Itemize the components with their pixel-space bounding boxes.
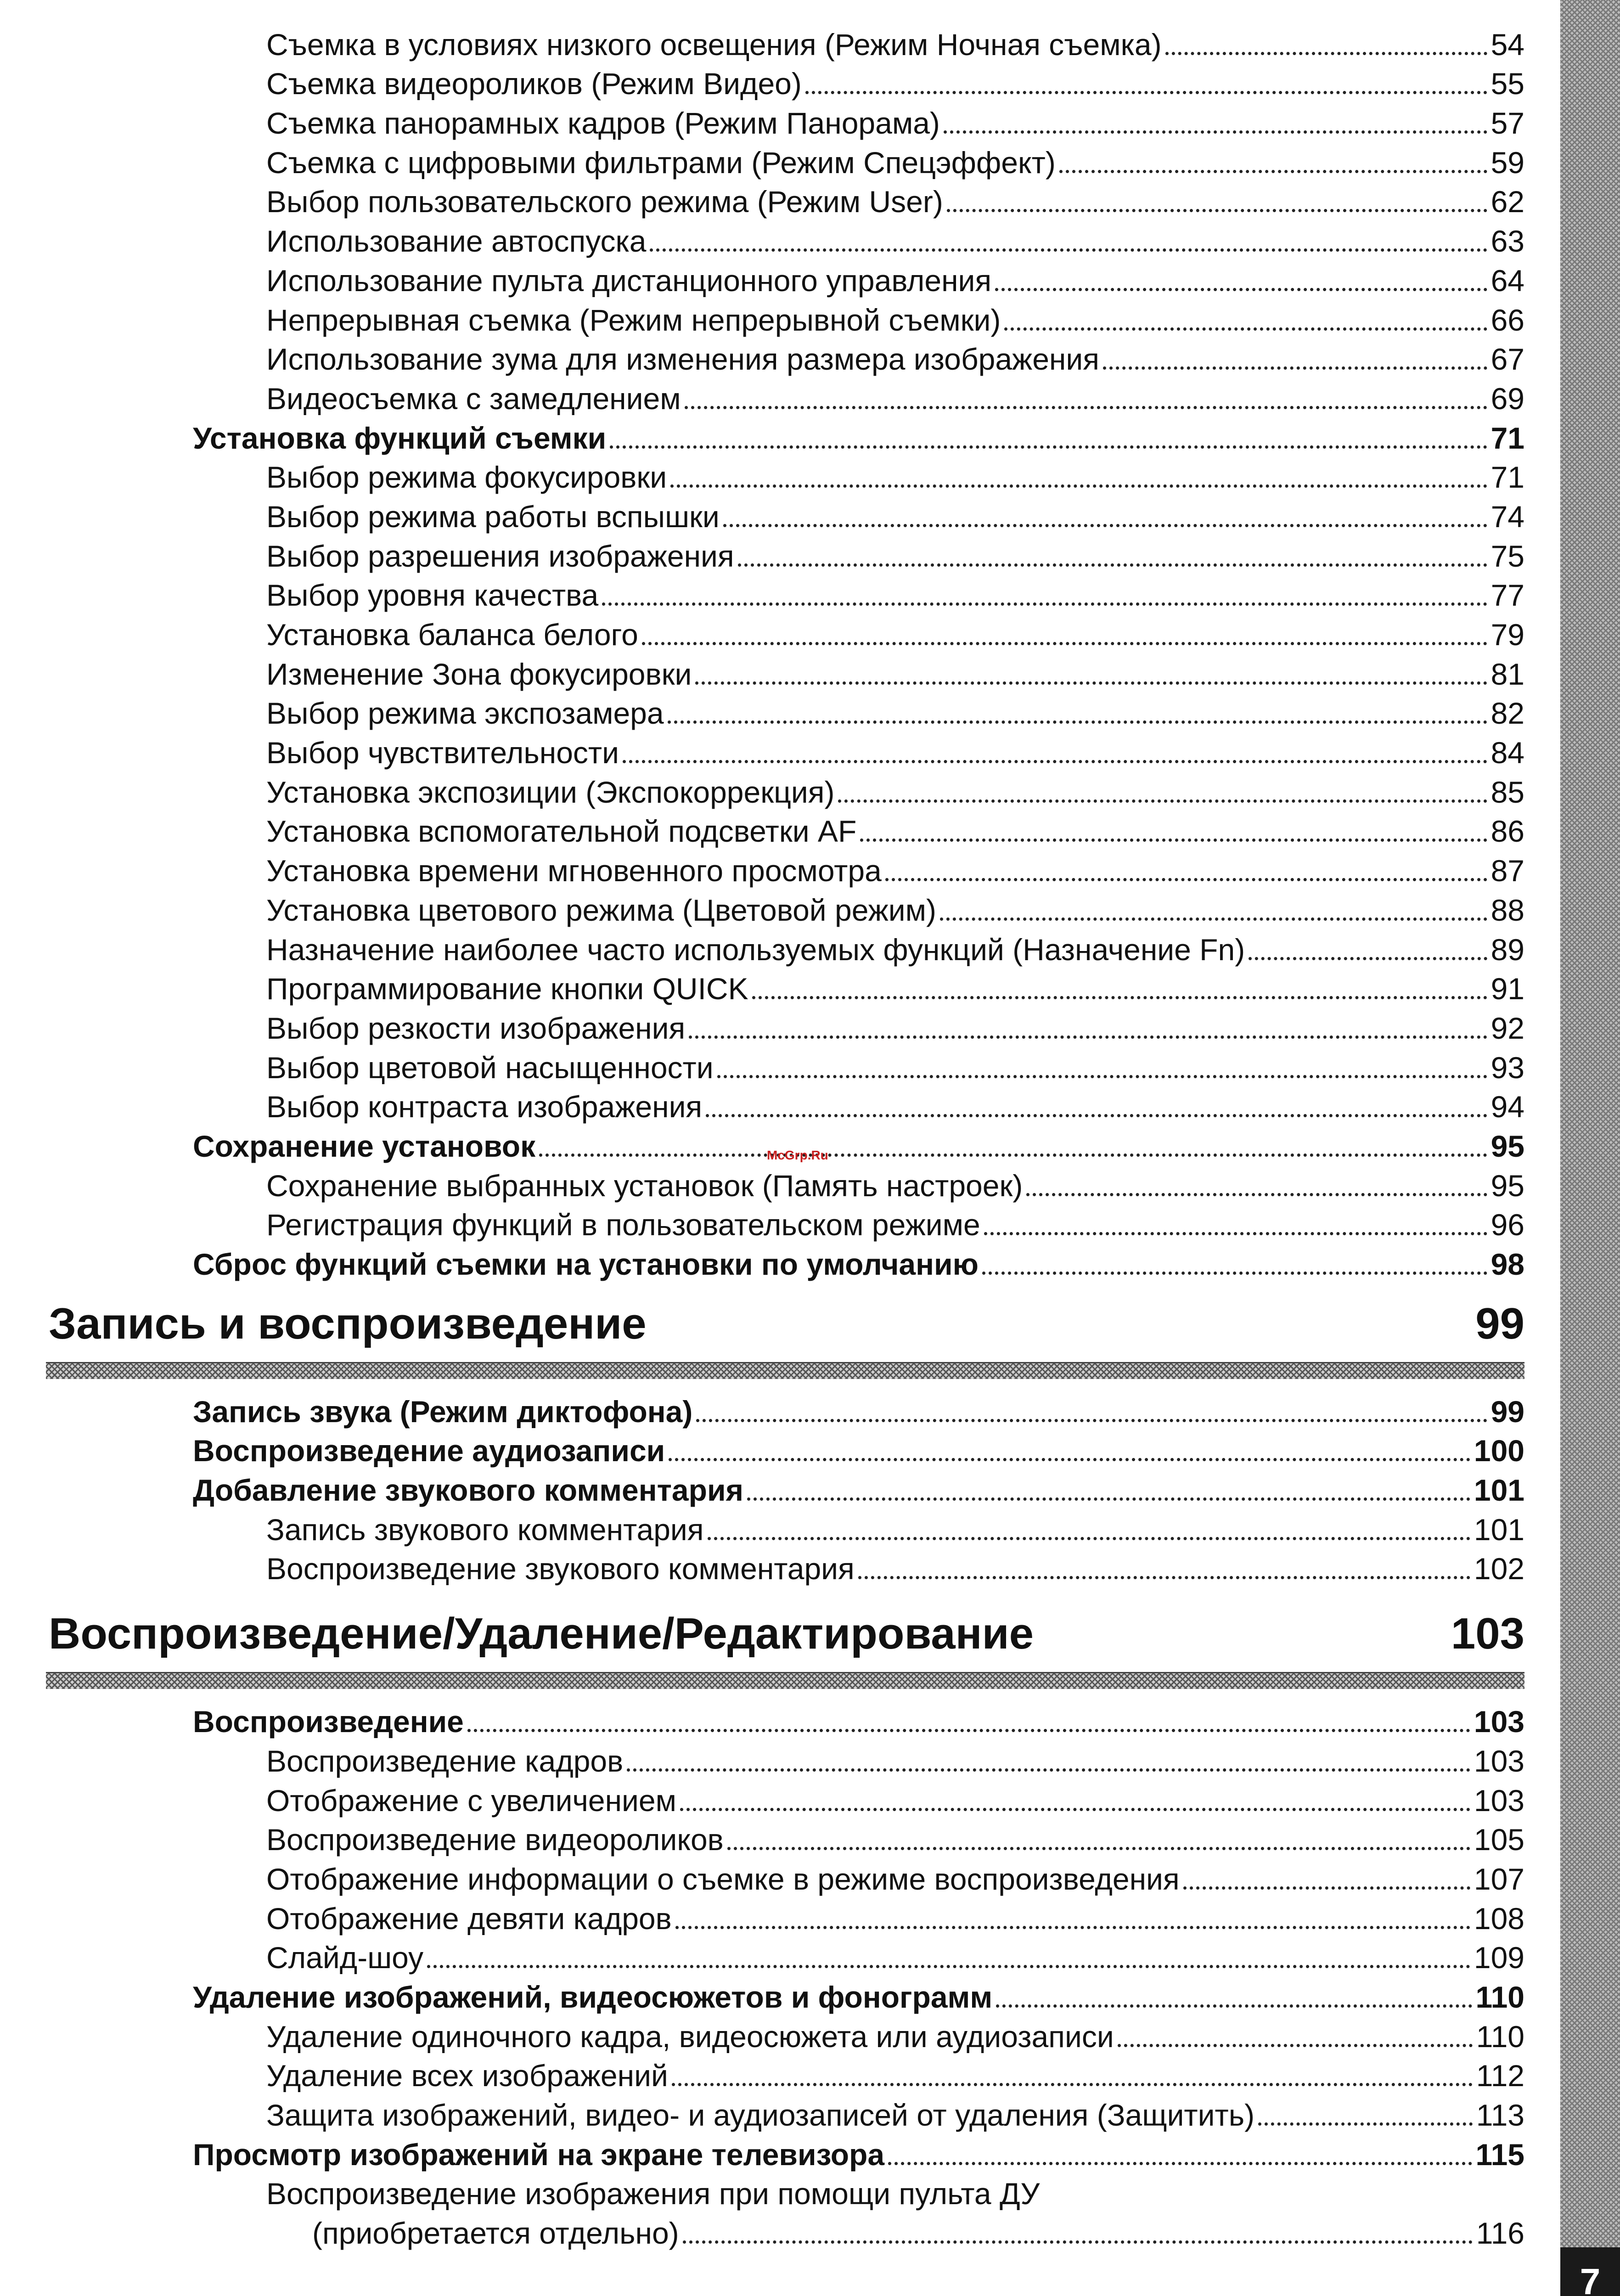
toc-entry-page: 57 [1491,106,1524,141]
toc-dot-leader [650,248,1487,252]
toc-section-entries [46,1702,1524,2253]
toc-entry [46,576,1524,615]
toc-entry [46,458,1524,497]
toc-entry [46,1205,1524,1245]
toc-entry-page: 115 [1475,2137,1524,2172]
toc-entry-title: Выбор режима экспозамера [266,696,664,731]
toc-entry-page: 102 [1474,1552,1524,1586]
toc-dot-leader [696,1419,1487,1422]
toc-entry-bold [46,1392,1524,1431]
toc-entry [46,536,1524,576]
toc-entry-title: Видеосъемка с замедлением [266,381,681,416]
toc-entry [46,182,1524,222]
toc-entry-title: Съемка в условиях низкого освещения (Режим Ночная съемка) [266,27,1162,62]
toc-entry-title: Воспроизведение аудиозаписи [193,1434,665,1468]
toc-dot-leader [708,1537,1470,1540]
section-title: Запись и воспроизведение [49,1299,647,1348]
toc-entry-title: Выбор режима работы вспышки [266,499,720,534]
toc-entry-page: 64 [1491,263,1524,298]
toc-entry [46,340,1524,379]
toc-entry [46,1087,1524,1127]
toc-entry-bold [46,1244,1524,1284]
toc-entry [46,2213,1524,2253]
toc-entry-title: Удаление всех изображений [266,2059,668,2093]
toc-dot-leader [858,1576,1470,1579]
toc-entry-title: Удаление одиночного кадра, видеосюжета или аудиозаписи [266,2019,1114,2054]
toc-entry [46,812,1524,851]
toc-dot-leader [1059,170,1487,173]
toc-dot-leader [683,2240,1473,2244]
toc-entry [46,1938,1524,1978]
toc-dot-leader [642,642,1487,645]
toc-dot-leader [1004,327,1487,331]
toc-entry [46,851,1524,890]
toc-entry-title: Регистрация функций в пользовательском режиме [266,1208,980,1242]
toc-dot-leader [1258,2122,1473,2126]
toc-entry [46,1781,1524,1820]
toc-entry [46,261,1524,300]
toc-entry-title: Воспроизведение кадров [266,1744,624,1778]
side-hatch-strip [1560,0,1620,2296]
toc-entry-page: 108 [1474,1901,1524,1936]
toc-entry [46,694,1524,733]
toc-entry-title: Сохранение установок [193,1129,536,1163]
toc-entry [46,1899,1524,1938]
toc-entry-title: Непрерывная съемка (Режим непрерывной съемки) [266,303,1001,337]
watermark-text: McGrp.Ru [767,1148,828,1162]
toc-entry-title: Выбор цветовой насыщенности [266,1050,714,1085]
toc-entry-title: Съемка видеороликов (Режим Видео) [266,67,802,101]
toc-entry-title: Просмотр изображений на экране телевизора [193,2137,885,2172]
toc-entry [46,1859,1524,1899]
toc-entry-page: 71 [1491,460,1524,495]
toc-entry-page: 88 [1491,893,1524,927]
toc-entry-title: Выбор чувствительности [266,736,619,770]
toc-entry-page: 74 [1491,499,1524,534]
toc-dot-leader [717,1075,1487,1078]
toc-entry-page: 77 [1491,578,1524,613]
toc-entry-title: Воспроизведение изображения при помощи пульта ДУ [266,2177,1040,2211]
toc-entry-page: 109 [1474,1941,1524,1975]
toc-entry-page: 95 [1491,1168,1524,1203]
toc-entry-page: 67 [1491,342,1524,377]
toc-entry-title: Изменение Зона фокусировки [266,657,692,691]
toc-dot-leader [996,2004,1472,2008]
toc-entry-page: 79 [1491,618,1524,652]
toc-dot-leader [838,799,1487,803]
toc-entry-title: Программирование кнопки QUICK [266,972,748,1006]
toc-entry-page: 81 [1491,657,1524,691]
toc-dot-leader [1103,366,1487,370]
toc-entry-page: 112 [1476,2059,1524,2093]
toc-entry-title: Добавление звукового комментария [193,1473,744,1508]
toc-entry-title: Слайд-шоу [266,1941,424,1975]
toc-dot-leader [727,1847,1470,1850]
toc-entry-title: Выбор разрешения изображения [266,539,734,573]
toc-entry-page: 86 [1491,814,1524,849]
section-divider [46,1672,1524,1689]
toc-entry-title: Использование пульта дистанционного управления [266,263,992,298]
toc-dot-leader [944,130,1487,134]
toc-entry-page: 105 [1474,1823,1524,1857]
toc-entry-bold [46,1470,1524,1510]
toc-entry-page: 63 [1491,224,1524,259]
toc-entry-title: Установка вспомогательной подсветки AF [266,814,857,849]
toc-dot-leader [860,838,1487,842]
toc-entry-title: Выбор режима фокусировки [266,460,667,495]
toc-dot-leader [723,524,1487,527]
toc-dot-leader [623,760,1487,763]
toc-entry [46,25,1524,64]
section-heading [46,1599,1524,1662]
toc-entry-title: Сброс функций съемки на установки по умолчанию [193,1247,979,1281]
toc-entry-page: 113 [1476,2098,1524,2132]
section-divider [46,1362,1524,1379]
toc-dot-leader [675,1926,1470,1929]
toc-entry-page: 99 [1491,1394,1524,1429]
toc-entry-page: 100 [1474,1434,1524,1468]
toc-entry-page: 103 [1474,1705,1524,1739]
toc-entry [46,497,1524,536]
toc-entry-bold [46,1431,1524,1471]
toc-dot-leader [995,288,1487,291]
toc-entry [46,1820,1524,1860]
toc-entry-title: Установка времени мгновенного просмотра [266,854,882,888]
toc-entry-page: 55 [1491,67,1524,101]
toc-dot-leader [1165,52,1487,55]
toc-entry [46,654,1524,694]
toc-entry-page: 103 [1474,1744,1524,1778]
toc-entry-page: 69 [1491,381,1524,416]
toc-entry-title: Воспроизведение видеороликов [266,1823,724,1857]
table-of-contents [46,25,1524,2253]
toc-entry-page: 103 [1474,1783,1524,1818]
toc-entry-page: 116 [1476,2216,1524,2251]
toc-entry-title: Установка баланса белого [266,618,638,652]
toc-entry-title: Удаление изображений, видеосюжетов и фонограмм [193,1980,993,2014]
toc-entry [46,969,1524,1009]
toc-entry [46,2017,1524,2056]
toc-entry-title: Установка экспозиции (Экспокоррекция) [266,775,835,809]
toc-dot-leader [685,406,1487,409]
toc-entry-page: 101 [1474,1512,1524,1547]
toc-entry-title: Отображение девяти кадров [266,1901,672,1936]
toc-entry-bold [46,1977,1524,2017]
toc-entry-page: 91 [1491,972,1524,1006]
toc-entry-title: Съемка панорамных кадров (Режим Панорама) [266,106,940,141]
toc-entry [46,103,1524,143]
toc-dot-leader [627,1768,1470,1772]
section-heading [46,1289,1524,1352]
toc-entry-page: 95 [1491,1129,1524,1163]
toc-entry-page: 62 [1491,185,1524,219]
toc-dot-leader [1026,1193,1487,1196]
toc-section-entries [46,1392,1524,1588]
toc-entry-page: 75 [1491,539,1524,573]
toc-dot-leader [689,1035,1487,1039]
toc-entry-page: 87 [1491,854,1524,888]
toc-entry-page: 94 [1491,1090,1524,1124]
toc-dot-leader [680,1808,1470,1811]
toc-entry-page: 93 [1491,1050,1524,1085]
toc-entry [46,1166,1524,1205]
toc-entry-title: Использование зума для изменения размера изображения [266,342,1099,377]
toc-entry-bold [46,1702,1524,1741]
toc-entry-title: (приобретается отдельно) [312,2216,679,2251]
toc-entry-page: 84 [1491,736,1524,770]
toc-dot-leader [1118,2044,1473,2047]
section-page: 99 [1475,1299,1524,1348]
toc-entry-title: Запись звука (Режим диктофона) [193,1394,693,1429]
toc-entry-title: Назначение наиболее часто используемых функций (Назначение Fn) [266,932,1245,967]
toc-entry-page: 110 [1476,2019,1524,2054]
toc-entry-title: Сохранение выбранных установок (Память настроек) [266,1168,1023,1203]
toc-entry-page: 89 [1491,932,1524,967]
toc-dot-leader [805,91,1487,94]
toc-entry [46,143,1524,182]
toc-entry-page: 110 [1475,1980,1524,2014]
toc-group-continued [46,25,1524,1284]
toc-entry [46,1510,1524,1549]
toc-dot-leader [947,209,1487,212]
toc-entry-bold [46,418,1524,458]
toc-entry [46,615,1524,654]
toc-entry-title: Защита изображений, видео- и аудиозаписей от удаления (Защитить) [266,2098,1255,2132]
toc-entry-page: 82 [1491,696,1524,731]
toc-dot-leader [610,445,1487,449]
toc-dot-leader [467,1729,1470,1732]
section-page: 103 [1451,1609,1524,1659]
toc-entry-page: 98 [1491,1247,1524,1281]
toc-entry [46,1549,1524,1589]
toc-entry [46,221,1524,261]
toc-dot-leader [984,1232,1487,1235]
toc-entry [46,300,1524,340]
toc-entry-page: 85 [1491,775,1524,809]
toc-entry-page: 66 [1491,303,1524,337]
toc-dot-leader [427,1965,1470,1968]
toc-entry [46,2174,1524,2214]
toc-entry-title: Съемка с цифровыми фильтрами (Режим Спецэффект) [266,145,1056,180]
toc-entry [46,1048,1524,1087]
toc-entry-page: 59 [1491,145,1524,180]
page-number: 7 [1560,2247,1620,2296]
toc-entry-title: Использование автоспуска [266,224,647,259]
toc-entry-title: Установка цветового режима (Цветовой режим) [266,893,937,927]
toc-dot-leader [539,1154,1487,1157]
toc-entry-bold [46,2135,1524,2174]
toc-entry-title: Установка функций съемки [193,421,607,455]
toc-entry-page: 101 [1474,1473,1524,1508]
toc-dot-leader [1249,957,1487,960]
toc-entry-page: 71 [1491,421,1524,455]
toc-dot-leader [940,917,1487,921]
toc-entry-title: Выбор уровня качества [266,578,599,613]
section-title: Воспроизведение/Удаление/Редактирование [49,1609,1034,1659]
toc-entry [46,772,1524,812]
toc-entry-page: 96 [1491,1208,1524,1242]
toc-entry [46,930,1524,969]
toc-entry [46,733,1524,772]
toc-entry-page: 54 [1491,27,1524,62]
toc-entry-title: Отображение информации о съемке в режиме воспроизведения [266,1862,1180,1896]
toc-dot-leader [602,602,1487,606]
toc-entry [46,2056,1524,2096]
toc-dot-leader [982,1272,1487,1275]
toc-entry [46,64,1524,104]
toc-dot-leader [752,996,1487,999]
toc-entry-title: Воспроизведение звукового комментария [266,1552,855,1586]
toc-dot-leader [668,720,1487,724]
toc-entry [46,379,1524,418]
toc-entry-title: Выбор пользовательского режима (Режим User) [266,185,943,219]
toc-entry-page: 92 [1491,1011,1524,1045]
toc-dot-leader [747,1497,1470,1501]
toc-entry-title: Отображение с увеличением [266,1783,676,1818]
toc-entry [46,2095,1524,2135]
toc-entry [46,1008,1524,1048]
toc-entry [46,890,1524,930]
toc-dot-leader [1183,1886,1470,1890]
toc-entry-title: Воспроизведение [193,1705,464,1739]
toc-entry-title: Запись звукового комментария [266,1512,704,1547]
toc-entry-title: Выбор контраста изображения [266,1090,703,1124]
toc-entry-page: 107 [1474,1862,1524,1896]
toc-entry-title: Выбор резкости изображения [266,1011,686,1045]
toc-dot-leader [738,563,1487,567]
toc-dot-leader [670,484,1487,488]
toc-dot-leader [888,2162,1472,2165]
toc-dot-leader [672,2083,1473,2086]
toc-dot-leader [885,878,1487,881]
toc-dot-leader [695,681,1487,685]
toc-dot-leader [706,1114,1487,1117]
toc-entry [46,1741,1524,1781]
toc-dot-leader [669,1458,1470,1461]
